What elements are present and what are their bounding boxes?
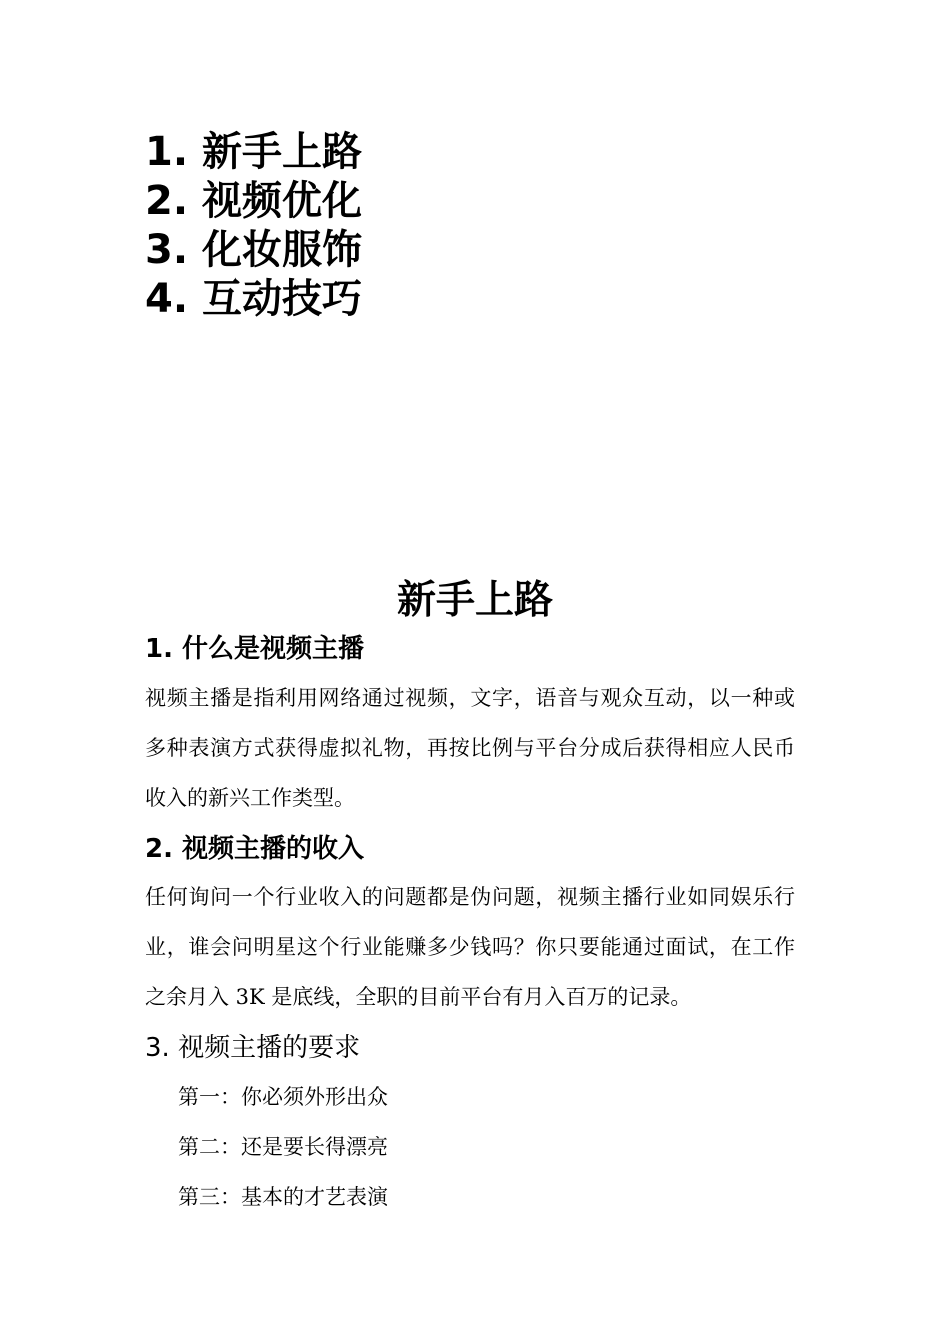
toc-item: 1. 新手上路 [145,129,362,175]
toc-item: 3. 化妆服饰 [145,227,362,273]
requirement-item: 第一：你必须外形出众 [178,1085,388,1109]
subsection-heading-requirements: 3. 视频主播的要求 [145,1033,361,1063]
requirement-item: 第二：还是要长得漂亮 [178,1135,388,1159]
subsection-body-income: 任何询问一个行业收入的问题都是伪问题，视频主播行业如同娱乐行业，谁会问明星这个行业能赚多少钱吗？你只要能通过面试，在工作之余月入 3K 是底线，全职的目前平台有月入百万的记录。 [145,885,795,1009]
section-title: 新手上路 [396,578,553,623]
requirement-item: 第三：基本的才艺表演 [178,1185,388,1209]
subsection-heading-income: 2. 视频主播的收入 [145,834,365,864]
toc-item: 2. 视频优化 [145,178,362,224]
table-of-contents [145,128,362,324]
subsection-heading-what-is: 1. 什么是视频主播 [145,634,365,664]
requirements-list [178,1077,388,1227]
toc-item: 4. 互动技巧 [145,276,362,322]
subsection-body-what-is: 视频主播是指利用网络通过视频，文字，语音与观众互动，以一种或多种表演方式获得虚拟礼物，再按比例与平台分成后获得相应人民币收入的新兴工作类型。 [145,686,795,810]
